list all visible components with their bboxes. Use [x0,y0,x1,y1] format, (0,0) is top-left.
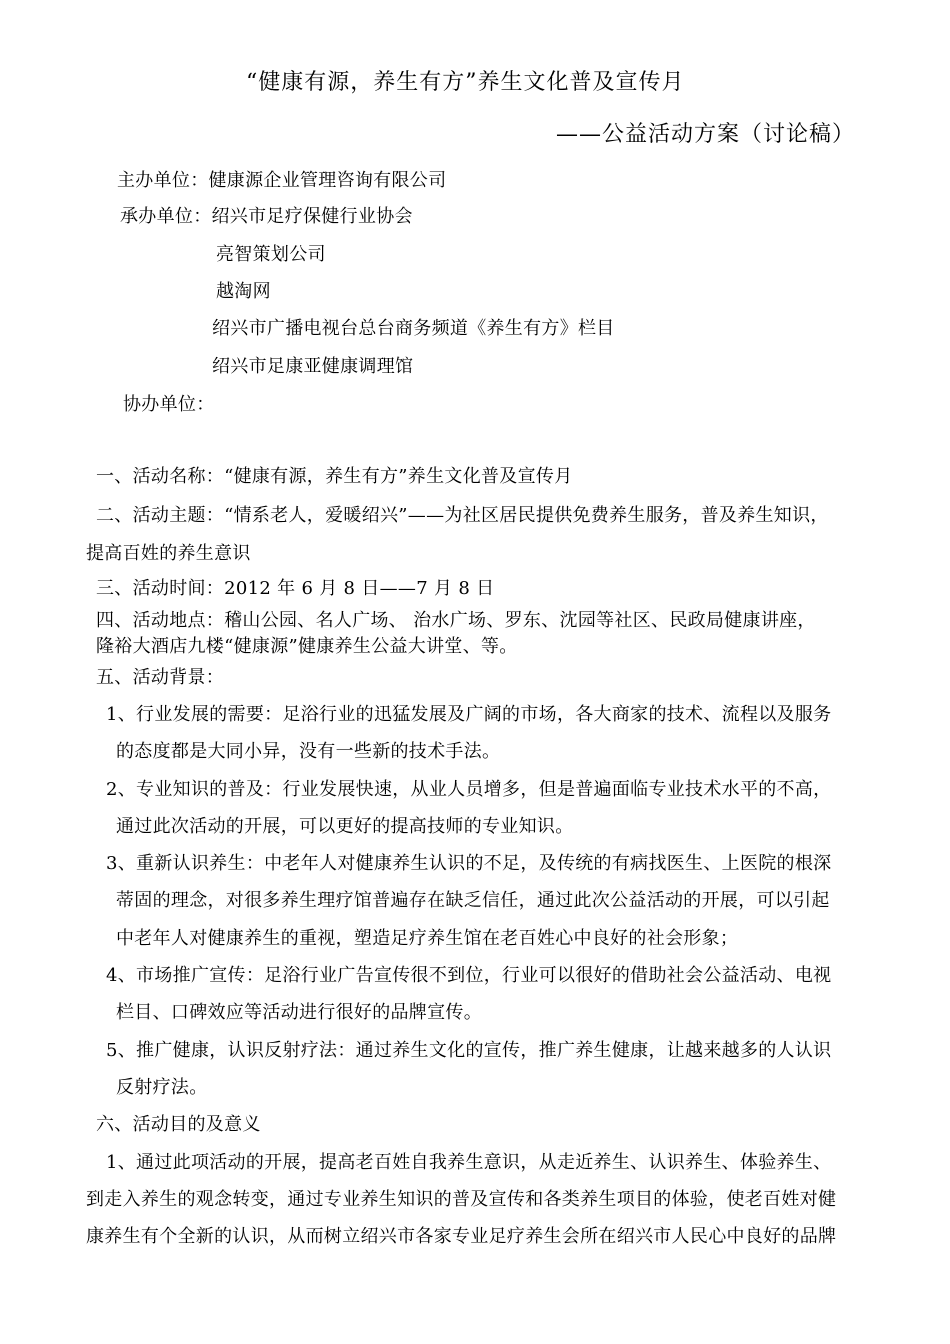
undertaker-organizer: 越淘网 [216,281,271,302]
list-item: 2、专业知识的普及：行业发展快速，从业人员增多，但是普遍面临专业技术水平的不高， [106,779,832,800]
list-item: 4、市场推广宣传：足浴行业广告宣传很不到位，行业可以很好的借助社会公益活动、电视 [106,965,832,986]
list-item: 5、推广健康，认识反射疗法：通过养生文化的宣传，推广养生健康，让越来越多的人认识 [106,1040,832,1061]
section-heading: 四、活动地点：稽山公园、名人广场、 治水广场、罗东、沈园等社区、民政局健康讲座， [96,610,816,631]
list-item-continuation: 中老年人对健康养生的重视，塑造足疗养生馆在老百姓心中良好的社会形象； [116,928,739,949]
section-heading: 五、活动背景： [96,667,225,688]
host-organizer: 主办单位：健康源企业管理咨询有限公司 [117,170,447,191]
document-title: “健康有源，养生有方”养生文化普及宣传月 [246,70,685,95]
list-item: 1、行业发展的需要：足浴行业的迅猛发展及广阔的市场，各大商家的技术、流程以及服务 [106,704,832,725]
undertaker-organizer: 绍兴市广播电视台总台商务频道《养生有方》栏目 [212,318,615,339]
undertaker-organizer: 亮智策划公司 [216,244,326,265]
list-item-continuation: 反射疗法。 [116,1077,208,1098]
co-organizer: 协办单位： [123,394,215,415]
paragraph-line: 到走入养生的观念转变，通过专业养生知识的普及宣传和各类养生项目的体验，使老百姓对健 [86,1189,837,1210]
undertaker-organizer: 承办单位：绍兴市足疗保健行业协会 [120,206,413,227]
section-text: 隆裕大酒店九楼“健康源”健康养生公益大讲堂、等。 [96,636,518,657]
section-heading: 二、活动主题：“情系老人，爱暖绍兴”——为社区居民提供免费养生服务，普及养生知识， [96,505,829,526]
list-item: 3、重新认识养生：中老年人对健康养生认识的不足，及传统的有病找医生、上医院的根深 [106,853,832,874]
list-item-continuation: 的态度都是大同小异，没有一些新的技术手法。 [116,741,501,762]
list-item-continuation: 蒂固的理念，对很多养生理疗馆普遍存在缺乏信任，通过此次公益活动的开展，可以引起 [116,890,830,911]
paragraph-line: 1、通过此项活动的开展，提高老百姓自我养生意识，从走近养生、认识养生、体验养生、 [106,1152,832,1173]
list-item-continuation: 通过此次活动的开展，可以更好的提高技师的专业知识。 [116,816,574,837]
section-heading: 一、活动名称：“健康有源，养生有方”养生文化普及宣传月 [96,466,573,487]
section-text: 提高百姓的养生意识 [86,543,251,564]
document-subtitle: ——公益活动方案（讨论稿） [556,122,856,147]
paragraph-line: 康养生有个全新的认识，从而树立绍兴市各家专业足疗养生会所在绍兴市人民心中良好的品牌 [86,1226,837,1247]
section-heading: 六、活动目的及意义 [96,1114,261,1135]
undertaker-organizer: 绍兴市足康亚健康调理馆 [212,356,414,377]
section-heading: 三、活动时间：2012 年 6 月 8 日——7 月 8 日 [96,578,495,599]
list-item-continuation: 栏目、口碑效应等活动进行很好的品牌宣传。 [116,1002,482,1023]
